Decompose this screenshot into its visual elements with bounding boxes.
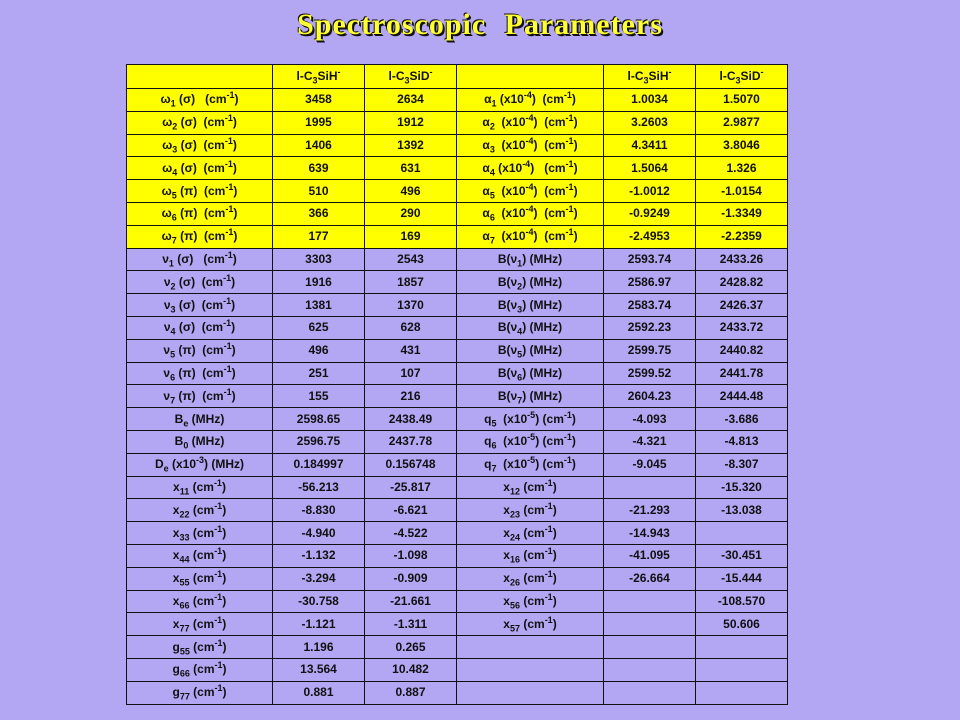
table-cell: $\nu_6$ (π) $(cm^{-1})$ xyxy=(127,362,273,385)
table-cell: $B(\nu_6)$ (MHz) xyxy=(457,362,604,385)
table-cell: 1406 xyxy=(273,134,365,157)
table-cell: 1.5070 xyxy=(696,89,788,112)
table-cell: -15.444 xyxy=(696,567,788,590)
table-cell: $\omega_7$ (π) $(cm^{-1})$ xyxy=(127,225,273,248)
table-cell: $\omega_2$ (σ) $(cm^{-1})$ xyxy=(127,111,273,134)
table-cell: 2586.97 xyxy=(604,271,696,294)
table-cell: 431 xyxy=(365,339,457,362)
table-cell: $x_{22}$ $(cm^{-1})$ xyxy=(127,499,273,522)
table-cell: 631 xyxy=(365,157,457,180)
table-cell: -1.132 xyxy=(273,544,365,567)
table-cell: 2543 xyxy=(365,248,457,271)
table-cell: $B(\nu_7)$ (MHz) xyxy=(457,385,604,408)
header-cell: $l-C_3SiD^-$ xyxy=(696,65,788,89)
table-cell: $x_{66}$ $(cm^{-1})$ xyxy=(127,590,273,613)
table-cell xyxy=(696,636,788,659)
header-cell: $l-C_3SiD^-$ xyxy=(365,65,457,89)
table-cell xyxy=(604,658,696,681)
table-cell: 2444.48 xyxy=(696,385,788,408)
table-cell: -2.2359 xyxy=(696,225,788,248)
table-cell: $x_{56}$ $(cm^{-1})$ xyxy=(457,590,604,613)
table-cell: 251 xyxy=(273,362,365,385)
table-row xyxy=(127,89,788,112)
table-row xyxy=(127,134,788,157)
table-cell xyxy=(604,590,696,613)
table-cell: -3.294 xyxy=(273,567,365,590)
table-cell: 0.184997 xyxy=(273,453,365,476)
table-cell: 625 xyxy=(273,316,365,339)
table-cell: $g_{55}$ $(cm^{-1})$ xyxy=(127,636,273,659)
table-cell: $B_0$ (MHz) xyxy=(127,430,273,453)
table-cell xyxy=(457,681,604,704)
table-row xyxy=(127,499,788,522)
table-cell: $\omega_4$ (σ) $(cm^{-1})$ xyxy=(127,157,273,180)
table-cell: -13.038 xyxy=(696,499,788,522)
table-cell: $\omega_5$ (π) $(cm^{-1})$ xyxy=(127,180,273,203)
table-row xyxy=(127,225,788,248)
table-cell: $D_e$ $(x10^{-3})$ (MHz) xyxy=(127,453,273,476)
table-cell: 1.5064 xyxy=(604,157,696,180)
table-cell: $x_{16}$ $(cm^{-1})$ xyxy=(457,544,604,567)
table-cell: $\nu_4$ (σ) $(cm^{-1})$ xyxy=(127,316,273,339)
table-cell: 1912 xyxy=(365,111,457,134)
table-cell: -21.661 xyxy=(365,590,457,613)
table-cell: 2426.37 xyxy=(696,294,788,317)
table-cell: 2634 xyxy=(365,89,457,112)
table-cell: $B(\nu_5)$ (MHz) xyxy=(457,339,604,362)
table-cell: -0.9249 xyxy=(604,202,696,225)
table-cell: 2433.26 xyxy=(696,248,788,271)
table-cell: 10.482 xyxy=(365,658,457,681)
table-row xyxy=(127,294,788,317)
table-cell: 13.564 xyxy=(273,658,365,681)
table-cell: 1916 xyxy=(273,271,365,294)
table-row xyxy=(127,385,788,408)
table-cell: 2433.72 xyxy=(696,316,788,339)
table-cell xyxy=(604,476,696,499)
table-cell: -4.522 xyxy=(365,522,457,545)
table-cell: $q_7$ $(x10^{-5})$ $(cm^{-1})$ xyxy=(457,453,604,476)
table-cell: 2593.74 xyxy=(604,248,696,271)
header-cell xyxy=(457,65,604,89)
table-row xyxy=(127,271,788,294)
table-cell: -4.321 xyxy=(604,430,696,453)
table-cell: $\alpha_7$ $(x10^{-4})$ $(cm^{-1})$ xyxy=(457,225,604,248)
table-cell: 0.881 xyxy=(273,681,365,704)
table-cell: 2596.75 xyxy=(273,430,365,453)
table-row xyxy=(127,476,788,499)
table-row xyxy=(127,453,788,476)
table-cell: 496 xyxy=(365,180,457,203)
table-cell: $B(\nu_2)$ (MHz) xyxy=(457,271,604,294)
table-cell: $\omega_1$ (σ) $(cm^{-1})$ xyxy=(127,89,273,112)
table-cell: 496 xyxy=(273,339,365,362)
table-cell: 1857 xyxy=(365,271,457,294)
table-cell: 290 xyxy=(365,202,457,225)
table-cell: -21.293 xyxy=(604,499,696,522)
table-cell: -1.098 xyxy=(365,544,457,567)
table-cell: 1.0034 xyxy=(604,89,696,112)
header-cell: $l-C_3SiH^-$ xyxy=(273,65,365,89)
table-cell xyxy=(696,658,788,681)
table-cell: 3303 xyxy=(273,248,365,271)
table-cell: -1.0154 xyxy=(696,180,788,203)
table-cell: 2.9877 xyxy=(696,111,788,134)
table-row xyxy=(127,430,788,453)
table-cell: $x_{24}$ $(cm^{-1})$ xyxy=(457,522,604,545)
table-cell: $\omega_3$ (σ) $(cm^{-1})$ xyxy=(127,134,273,157)
table-cell: $g_{66}$ $(cm^{-1})$ xyxy=(127,658,273,681)
table-cell: 2599.75 xyxy=(604,339,696,362)
table-row xyxy=(127,111,788,134)
table-cell: $x_{11}$ $(cm^{-1})$ xyxy=(127,476,273,499)
table-cell: $g_{77}$ $(cm^{-1})$ xyxy=(127,681,273,704)
table-cell: 3.8046 xyxy=(696,134,788,157)
table-cell: -9.045 xyxy=(604,453,696,476)
table-cell: 3.2603 xyxy=(604,111,696,134)
header-cell xyxy=(127,65,273,89)
table-cell: -41.095 xyxy=(604,544,696,567)
table-cell: -4.940 xyxy=(273,522,365,545)
table-cell: $\omega_6$ (π) $(cm^{-1})$ xyxy=(127,202,273,225)
table-row xyxy=(127,248,788,271)
table-row xyxy=(127,567,788,590)
table-cell xyxy=(696,522,788,545)
table-cell xyxy=(457,658,604,681)
table-cell: $x_{57}$ $(cm^{-1})$ xyxy=(457,613,604,636)
table-cell: -108.570 xyxy=(696,590,788,613)
table-row xyxy=(127,362,788,385)
table-row xyxy=(127,408,788,431)
table-cell: $q_6$ $(x10^{-5})$ $(cm^{-1})$ xyxy=(457,430,604,453)
table-cell: -15.320 xyxy=(696,476,788,499)
table-cell: $x_{26}$ $(cm^{-1})$ xyxy=(457,567,604,590)
table-cell: 0.265 xyxy=(365,636,457,659)
table-cell: $B(\nu_1)$ (MHz) xyxy=(457,248,604,271)
table-cell: 2598.65 xyxy=(273,408,365,431)
table-cell: 1995 xyxy=(273,111,365,134)
table-cell: 1370 xyxy=(365,294,457,317)
table-cell: 2428.82 xyxy=(696,271,788,294)
table-cell: $x_{55}$ $(cm^{-1})$ xyxy=(127,567,273,590)
table-cell: 2441.78 xyxy=(696,362,788,385)
table-cell: -8.307 xyxy=(696,453,788,476)
table-cell: $\alpha_5$ $(x10^{-4})$ $(cm^{-1})$ xyxy=(457,180,604,203)
table-cell: $B(\nu_3)$ (MHz) xyxy=(457,294,604,317)
table-cell: 3458 xyxy=(273,89,365,112)
table-row xyxy=(127,636,788,659)
table-cell: -1.311 xyxy=(365,613,457,636)
table-cell: $\alpha_2$ $(x10^{-4})$ $(cm^{-1})$ xyxy=(457,111,604,134)
table-cell: $B(\nu_4)$ (MHz) xyxy=(457,316,604,339)
table-cell: 107 xyxy=(365,362,457,385)
table-cell: -14.943 xyxy=(604,522,696,545)
table-cell: 0.156748 xyxy=(365,453,457,476)
table-row xyxy=(127,157,788,180)
table-cell: 2440.82 xyxy=(696,339,788,362)
table-cell: $\nu_7$ (π) $(cm^{-1})$ xyxy=(127,385,273,408)
table-cell: -6.621 xyxy=(365,499,457,522)
table-cell: -30.758 xyxy=(273,590,365,613)
table-cell: -0.909 xyxy=(365,567,457,590)
table-cell: $x_{44}$ $(cm^{-1})$ xyxy=(127,544,273,567)
table-cell: $\alpha_4$ $(x10^{-4})$ $(cm^{-1})$ xyxy=(457,157,604,180)
table-cell: $q_5$ $(x10^{-5})$ $(cm^{-1})$ xyxy=(457,408,604,431)
table-cell: -30.451 xyxy=(696,544,788,567)
table-cell: -25.817 xyxy=(365,476,457,499)
table-cell: 177 xyxy=(273,225,365,248)
table-cell xyxy=(696,681,788,704)
table-cell xyxy=(457,636,604,659)
table-row xyxy=(127,544,788,567)
table-cell: 366 xyxy=(273,202,365,225)
table-cell: $\nu_3$ (σ) $(cm^{-1})$ xyxy=(127,294,273,317)
table-cell: -56.213 xyxy=(273,476,365,499)
page-title: Spectroscopic Parameters xyxy=(297,8,663,41)
table-cell: $x_{12}$ $(cm^{-1})$ xyxy=(457,476,604,499)
table-cell: 0.887 xyxy=(365,681,457,704)
table-row xyxy=(127,180,788,203)
table-cell: 2437.78 xyxy=(365,430,457,453)
table-cell: 639 xyxy=(273,157,365,180)
table-cell xyxy=(604,636,696,659)
table-cell: 216 xyxy=(365,385,457,408)
table-cell: 1.326 xyxy=(696,157,788,180)
table-cell: 2604.23 xyxy=(604,385,696,408)
table-cell: -4.093 xyxy=(604,408,696,431)
table-row xyxy=(127,202,788,225)
table-cell xyxy=(604,613,696,636)
table-row xyxy=(127,681,788,704)
table-row xyxy=(127,658,788,681)
table-cell: 155 xyxy=(273,385,365,408)
table-row xyxy=(127,522,788,545)
table-cell: $\nu_5$ (π) $(cm^{-1})$ xyxy=(127,339,273,362)
table-cell: 2438.49 xyxy=(365,408,457,431)
table-cell: 1.196 xyxy=(273,636,365,659)
table-row xyxy=(127,316,788,339)
table-row xyxy=(127,613,788,636)
table-cell xyxy=(604,681,696,704)
table-cell: -3.686 xyxy=(696,408,788,431)
table-cell: $\nu_1$ (σ) $(cm^{-1})$ xyxy=(127,248,273,271)
spectroscopic-parameters-table xyxy=(126,64,788,705)
table-header-row xyxy=(127,65,788,89)
table-cell: $x_{33}$ $(cm^{-1})$ xyxy=(127,522,273,545)
table-cell: -1.0012 xyxy=(604,180,696,203)
table-cell: 2599.52 xyxy=(604,362,696,385)
table-cell: -4.813 xyxy=(696,430,788,453)
table-cell: 2583.74 xyxy=(604,294,696,317)
table-cell: 169 xyxy=(365,225,457,248)
table-cell: 50.606 xyxy=(696,613,788,636)
table-cell: 4.3411 xyxy=(604,134,696,157)
table-cell: 510 xyxy=(273,180,365,203)
table-cell: -2.4953 xyxy=(604,225,696,248)
table-cell: $\alpha_3$ $(x10^{-4})$ $(cm^{-1})$ xyxy=(457,134,604,157)
table-cell: $\alpha_6$ $(x10^{-4})$ $(cm^{-1})$ xyxy=(457,202,604,225)
table-cell: $\alpha_1$ $(x10^{-4})$ $(cm^{-1})$ xyxy=(457,89,604,112)
table-cell: 628 xyxy=(365,316,457,339)
table-cell: 1381 xyxy=(273,294,365,317)
table-cell: -8.830 xyxy=(273,499,365,522)
table-cell: -26.664 xyxy=(604,567,696,590)
table-cell: 2592.23 xyxy=(604,316,696,339)
table-cell: -1.121 xyxy=(273,613,365,636)
header-cell: $l-C_3SiH^-$ xyxy=(604,65,696,89)
table-cell: -1.3349 xyxy=(696,202,788,225)
table-row xyxy=(127,339,788,362)
table-cell: $B_e$ (MHz) xyxy=(127,408,273,431)
table-cell: 1392 xyxy=(365,134,457,157)
table-cell: $\nu_2$ (σ) $(cm^{-1})$ xyxy=(127,271,273,294)
table-row xyxy=(127,590,788,613)
table-cell: $x_{77}$ $(cm^{-1})$ xyxy=(127,613,273,636)
table-cell: $x_{23}$ $(cm^{-1})$ xyxy=(457,499,604,522)
